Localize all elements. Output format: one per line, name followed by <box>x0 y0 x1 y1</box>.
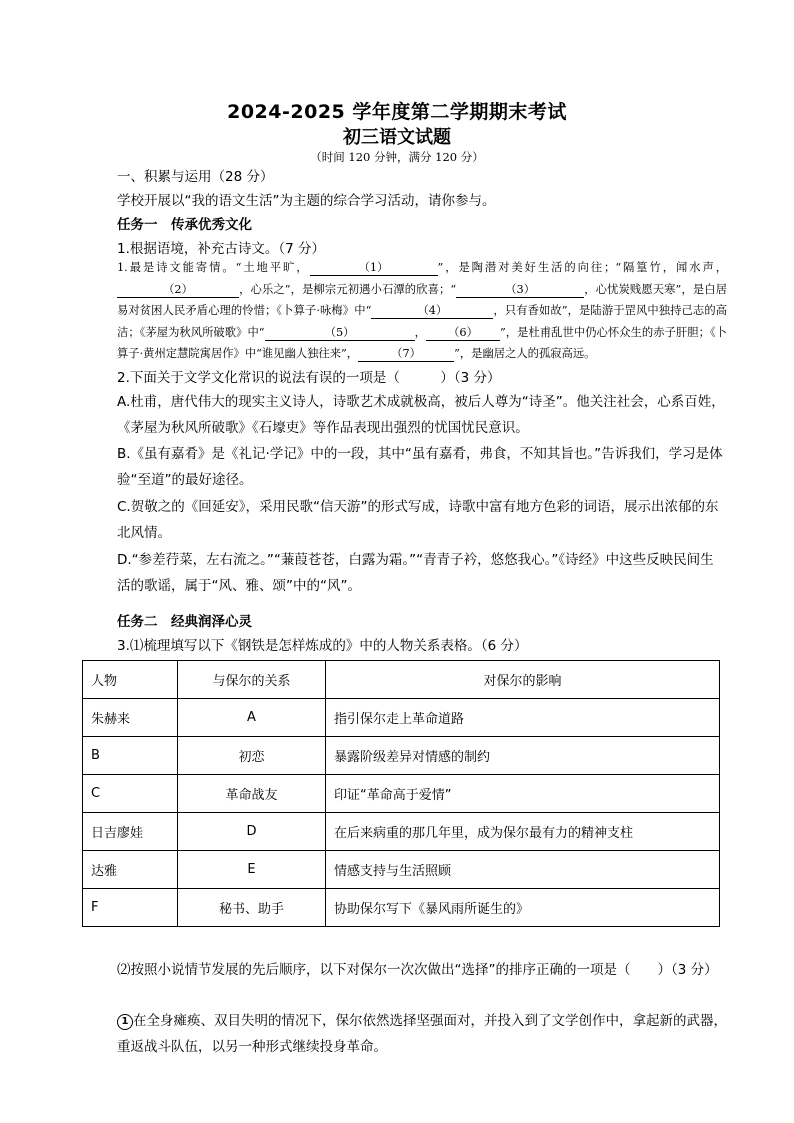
exam-title: 2024-2025 学年度第二学期期末考试 <box>227 101 567 123</box>
task2-heading: 任务二 经典润泽心灵 <box>117 614 252 630</box>
q2-stem: 2.下面关于文学文化常识的说法有误的一项是（ ）（3 分） <box>117 370 501 386</box>
table-cell-influence: 协助保尔写下《暴风雨所诞生的》 <box>326 889 720 927</box>
table-cell-relation: 秘书、助手 <box>178 889 326 927</box>
q1-text: ”，是陶潜对美好生活的向往；“隔篁竹，闻水声， <box>437 261 727 274</box>
table-cell-relation[interactable]: A <box>178 699 326 737</box>
q2-option-d[interactable]: D.“参差荇菜，左右流之。”“蒹葭苍苍，白露为霜。”“青青子衿，悠悠我心。”《诗经》中这些反映民间生活的歌谣，属于“风、雅、颂”中的“风”。 <box>117 552 714 594</box>
q3-stem: 3.⑴梳理填写以下《钢铁是怎样炼成的》中的人物关系表格。（6 分） <box>117 638 528 654</box>
table-cell-person: 日吉廖娃 <box>83 813 178 851</box>
q1-text: 1.最是诗文能寄情。“土地平旷， <box>117 261 310 274</box>
q1-blank-2[interactable]: （2） <box>117 283 239 298</box>
q2-option-b[interactable]: B.《虽有嘉肴》是《礼记·学记》中的一段，其中“虽有嘉肴，弗食，不知其旨也。”告诉我们，学习是体验“至道”的最好途径。 <box>117 446 723 488</box>
q2-option-a[interactable]: A.杜甫，唐代伟大的现实主义诗人，诗歌艺术成就极高，被后人尊为“诗圣”。他关注社会，心系百姓，《茅屋为秋风所破歌》《石壕吏》等作品表现出强烈的忧国忧民意识。 <box>117 394 725 436</box>
table-cell-influence: 印证“革命高于爱情” <box>326 775 720 813</box>
q1-text: ”，是杜甫乱世中仍心怀众生的赤子肝胆；《卜算子·黄州定慧院寓居作》中“谁见幽人独往来”， <box>117 325 727 360</box>
table-cell-influence: 情感支持与生活照顾 <box>326 851 720 889</box>
q3-sub2-stem: ⑵按照小说情节发展的先后顺序，以下对保尔一次次做出“选择”的排序正确的一项是（ ）（3 分） <box>117 962 718 978</box>
q1-blank-3[interactable]: （3） <box>456 283 584 298</box>
table-cell-person[interactable]: F <box>83 889 178 927</box>
table-cell-person[interactable]: B <box>83 737 178 775</box>
exam-info: （时间 120 分钟，满分 120 分） <box>310 150 484 164</box>
table-header-row <box>83 661 720 699</box>
section-intro: 学校开展以“我的语文生活”为主题的综合学习活动，请你参与。 <box>117 193 496 209</box>
table-cell-influence: 暴露阶级差异对情感的制约 <box>326 737 720 775</box>
table-cell-relation[interactable]: D <box>178 813 326 851</box>
q1-blank-5[interactable]: （5） <box>265 326 415 341</box>
table-cell-influence: 在后来病重的那几年里，成为保尔最有力的精神支柱 <box>326 813 720 851</box>
q1-blank-6[interactable]: （6） <box>426 326 500 341</box>
q1-text: ， <box>414 325 426 339</box>
table-row <box>83 699 720 737</box>
table-cell-person: 达雅 <box>83 851 178 889</box>
character-relation-table <box>82 660 720 927</box>
q1-text: ，心忧炭贱愿天寒”，是白居易对贫困人民矛盾心理的怜惜；《卜算子·咏梅》中“ <box>117 282 727 317</box>
q3-option-1[interactable] <box>117 1008 727 1060</box>
q1-stem: 1.根据语境，补充古诗文。（7 分） <box>117 241 326 257</box>
q2-option-c[interactable]: C.贺敬之的《回延安》，采用民歌“信天游”的形式写成，诗歌中富有地方色彩的词语，展示出浓郁的东北风情。 <box>117 499 719 541</box>
table-cell-person: 朱赫来 <box>83 699 178 737</box>
table-cell-person[interactable]: C <box>83 775 178 813</box>
q1-text: ，只有香如故”，是陆游于罡风中独持己志的高洁；《茅屋为秋风所破歌》中“ <box>117 304 727 339</box>
table-row <box>83 737 720 775</box>
table-header-cell: 与保尔的关系 <box>178 661 326 699</box>
q1-blank-4[interactable]: （4） <box>371 304 493 319</box>
table-cell-relation: 革命战友 <box>178 775 326 813</box>
q1-text: ”，是幽居之人的孤寂高远。 <box>454 347 596 360</box>
table-row <box>83 851 720 889</box>
table-row <box>83 775 720 813</box>
q1-text: ，心乐之”，是柳宗元初遇小石潭的欣喜；“ <box>239 282 457 296</box>
q1-blank-7[interactable]: （7） <box>358 347 454 362</box>
table-cell-influence: 指引保尔走上革命道路 <box>326 699 720 737</box>
table-row <box>83 889 720 927</box>
table-header-cell: 对保尔的影响 <box>326 661 720 699</box>
table-cell-relation[interactable]: E <box>178 851 326 889</box>
section-heading: 一、积累与运用（28 分） <box>117 169 274 185</box>
q1-passage <box>117 257 727 365</box>
q1-blank-1[interactable]: （1） <box>310 261 438 276</box>
table-header-cell: 人物 <box>83 661 178 699</box>
table-row <box>83 813 720 851</box>
table-cell-relation: 初恋 <box>178 737 326 775</box>
task1-heading: 任务一 传承优秀文化 <box>117 217 252 233</box>
circled-number-marker: 1 <box>117 1014 133 1030</box>
exam-subtitle: 初三语文试题 <box>343 127 451 148</box>
q3-option-1-text: 在全身瘫痪、双目失明的情况下，保尔依然选择坚强面对，并投入到了文学创作中，拿起新的武器，重返战斗队伍，以另一种形式继续投身革命。 <box>117 1013 727 1055</box>
